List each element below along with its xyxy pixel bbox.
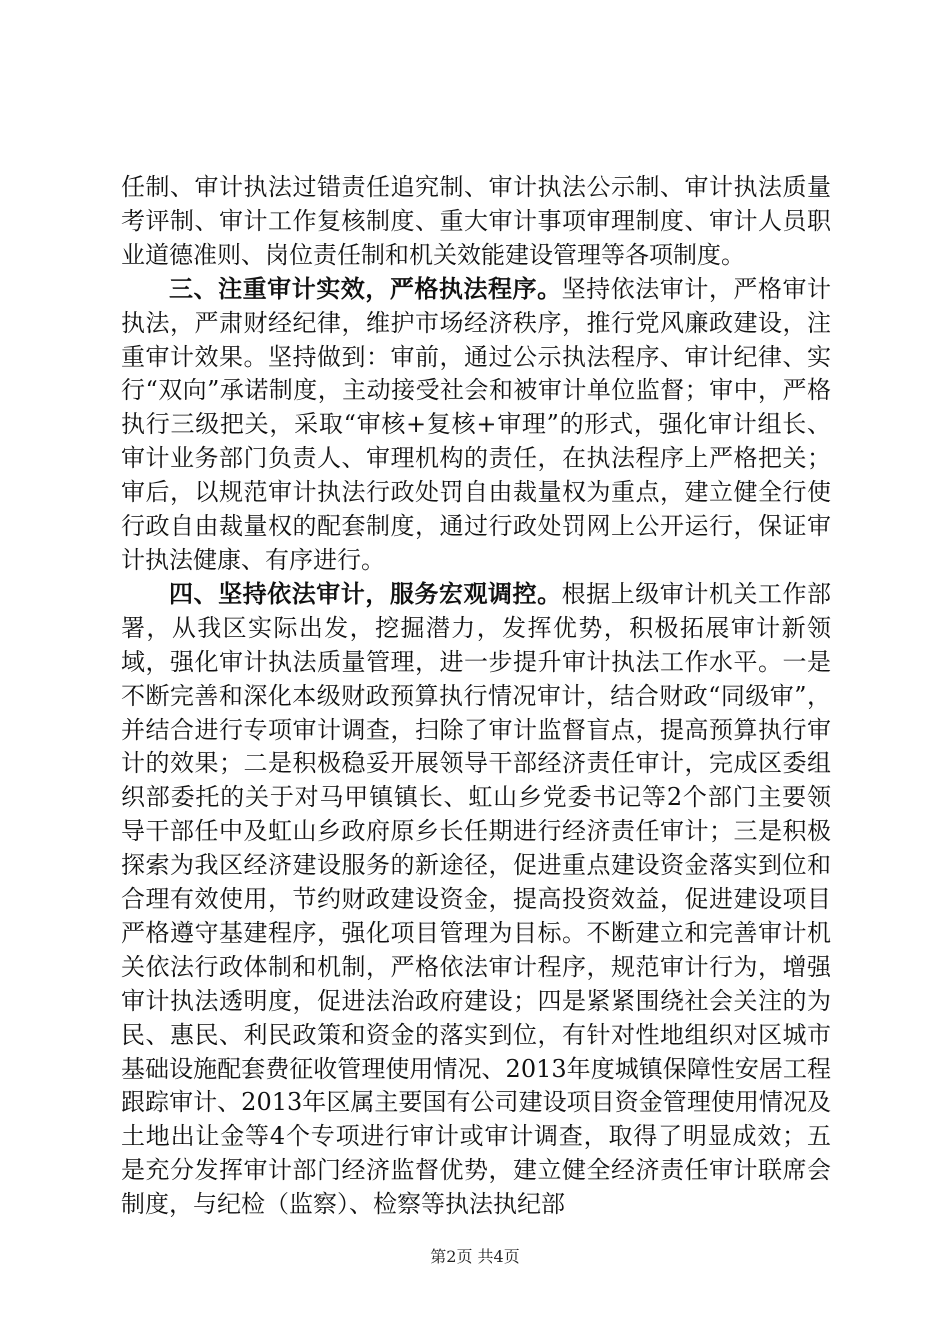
section-heading: 三、注重审计实效，严格执法程序。 [169, 274, 562, 303]
paragraph-text: 任制、审计执法过错责任追究制、审计执法公示制、审计执法质量考评制、审计工作复核制度、重大审计事项审理制度、审计人员职业道德准则、岗位责任制和机关效能建设管理等各项制度。 [121, 173, 831, 269]
page-number: 第2页 共4页 [430, 1247, 520, 1266]
page-footer [0, 1244, 950, 1267]
paragraph-continuation [121, 171, 831, 273]
paragraph-text: 根据上级审计机关工作部署，从我区实际出发，挖掘潜力，发挥优势，积极拓展审计新领域，强化审计执法质量管理，进一步提升审计执法工作水平。一是不断完善和深化本级财政预算执行情况审计，结合财政“同级审”，并结合进行专项审计调查，扫除了审计监督盲点，提高预算执行审计的效果；二是积极稳妥开展领导干部经济责任审计，完成区委组织部委托的关于对马甲镇镇长、虹山乡党委书记等2个部门主要领导干部任中及虹山乡政府原乡长任期进行经济责任审计；三是积极探索为我区经济建设服务的新途径，促进重点建设资金落实到位和合理有效使用，节约财政建设资金，提高投资效益，促进建设项目严格遵守基建程序，强化项目管理为目标。不断建立和完善审计机关依法行政体制和机制，严格依法审计程序，规范审计行为，增强审计执法透明度，促进法治政府建设；四是紧紧围绕社会关注的为民、惠民、利民政策和资金的落实到位，有针对性地组织对区城市基础设施配套费征收管理使用情况、2013年度城镇保障性安居工程跟踪审计、2013年区属主要国有公司建设项目资金管理使用情况及土地出让金等4个专项进行审计或审计调查，取得了明显成效；五是充分发挥审计部门经济监督优势，建立健全经济责任审计联席会制度，与纪检（监察）、检察等执法执纪部 [121, 579, 832, 1219]
section-heading: 四、坚持依法审计，服务宏观调控。 [169, 579, 562, 608]
document-body [121, 171, 831, 1222]
paragraph-section-four [121, 578, 831, 1222]
paragraph-section-three [121, 273, 831, 578]
paragraph-text: 坚持依法审计，严格审计执法，严肃财经纪律，维护市场经济秩序，推行党风廉政建设，注重审计效果。坚持做到：审前，通过公示执法程序、审计纪律、实行“双向”承诺制度，主动接受社会和被审计单位监督；审中，严格执行三级把关，采取“审核+复核+审理”的形式，强化审计组长、审计业务部门负责人、审理机构的责任，在执法程序上严格把关；审后，以规范审计执法行政处罚自由裁量权为重点，建立健全行使行政自由裁量权的配套制度，通过行政处罚网上公开运行，保证审计执法健康、有序进行。 [121, 274, 832, 574]
